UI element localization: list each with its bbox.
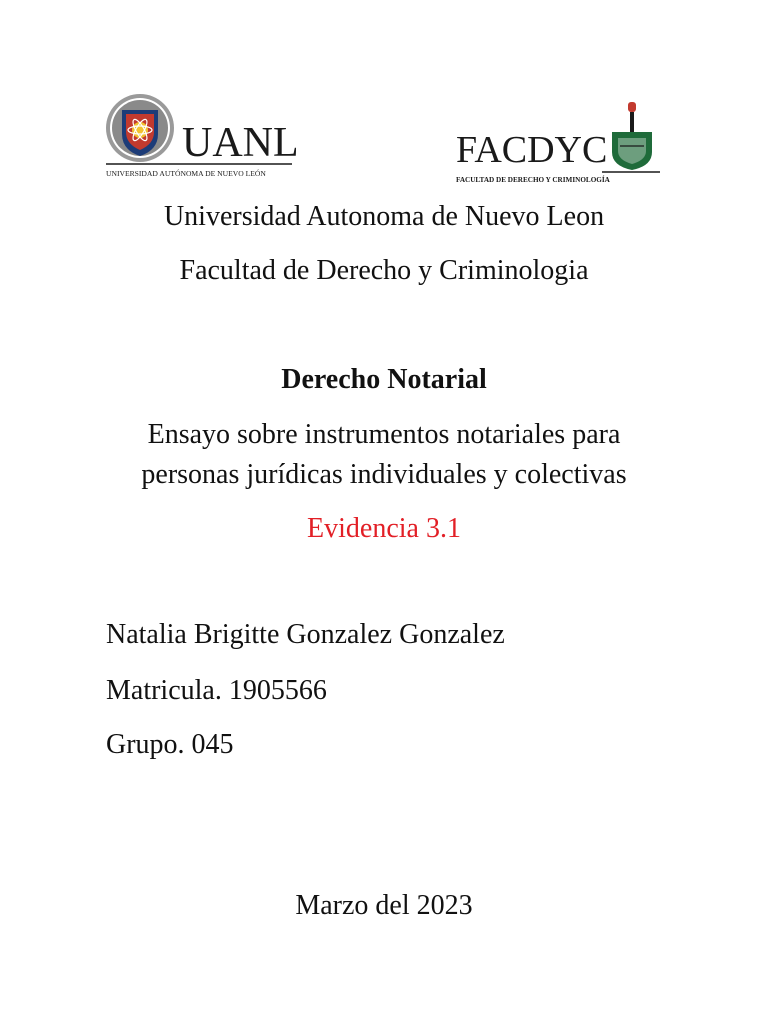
uanl-logo (106, 90, 296, 182)
student-matricula: Matricula. 1905566 (106, 675, 327, 706)
evidence-label: Evidencia 3.1 (307, 513, 461, 544)
essay-title-line2: personas jurídicas individuales y colectivas (141, 459, 627, 490)
university-name: Universidad Autonoma de Nuevo Leon (163, 201, 605, 232)
facdyc-subtitle: FACULTAD DE DERECHO Y CRIMINOLOGÍA (456, 176, 610, 184)
uanl-subtitle: UNIVERSIDAD AUTÓNOMA DE NUEVO LEÓN (106, 169, 266, 178)
subject-title: Derecho Notarial (281, 364, 487, 395)
essay-title-line1: Ensayo sobre instrumentos notariales para (147, 419, 621, 450)
facdyc-emblem-icon (452, 96, 664, 186)
uanl-wordmark: UANL (182, 120, 296, 166)
student-name: Natalia Brigitte Gonzalez Gonzalez (106, 619, 505, 650)
faculty-name: Facultad de Derecho y Criminologia (179, 255, 589, 286)
student-group: Grupo. 045 (106, 729, 234, 760)
facdyc-wordmark: FACDYC (456, 129, 608, 171)
uanl-seal-icon (106, 90, 296, 182)
facdyc-logo (452, 96, 664, 186)
document-date: Marzo del 2023 (295, 890, 473, 921)
